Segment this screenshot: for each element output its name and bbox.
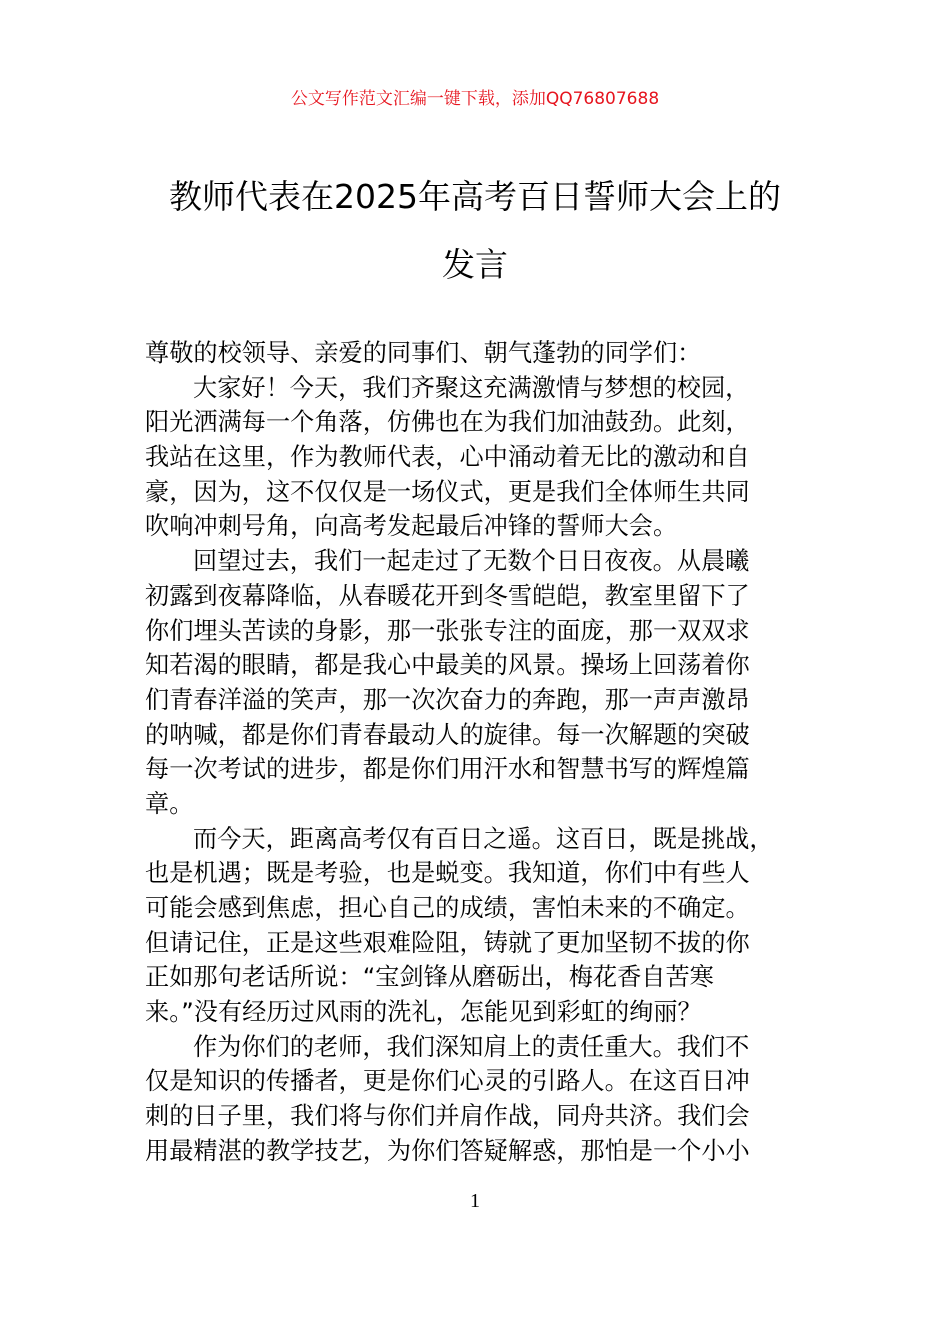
document-body bbox=[145, 336, 835, 1169]
page-number: 1 bbox=[470, 1190, 480, 1212]
body-line: 每一次考试的进步，都是你们用汗水和智慧书写的辉煌篇 bbox=[145, 755, 750, 784]
body-line: 我站在这里，作为教师代表，心中涌动着无比的激动和自 bbox=[145, 443, 750, 472]
download-banner: 公文写作范文汇编一键下载，添加QQ76807688 bbox=[290, 89, 660, 109]
body-line: 可能会感到焦虑，担心自己的成绩，害怕未来的不确定。 bbox=[145, 894, 750, 922]
body-line: 正如那句老话所说：“宝剑锋从磨砺出，梅花香自苦寒 bbox=[145, 963, 714, 992]
body-line: 阳光洒满每一个角落，仿佛也在为我们加油鼓劲。此刻， bbox=[145, 408, 750, 437]
body-line: 也是机遇；既是考验，也是蜕变。我知道，你们中有些人 bbox=[145, 859, 750, 888]
body-line: 来。”没有经历过风雨的洗礼，怎能见到彩虹的绚丽？ bbox=[145, 998, 702, 1027]
body-line: 大家好！今天，我们齐聚这充满激情与梦想的校园， bbox=[193, 373, 750, 402]
document-title-line-1: 教师代表在2025年高考百日誓师大会上的 bbox=[169, 177, 781, 216]
body-line: 尊敬的校领导、亲爱的同事们、朝气蓬勃的同学们： bbox=[145, 339, 702, 367]
document-title-line-2: 发言 bbox=[442, 245, 508, 284]
body-line: 你们埋头苦读的身影，那一张张专注的面庞，那一双双求 bbox=[145, 616, 750, 645]
body-line: 回望过去，我们一起走过了无数个日日夜夜。从晨曦 bbox=[193, 547, 750, 576]
body-line: 章。 bbox=[145, 789, 194, 818]
body-line: 但请记住，正是这些艰难险阻，铸就了更加坚韧不拔的你 bbox=[145, 928, 750, 957]
body-line: 而今天，距离高考仅有百日之遥。这百日，既是挑战， bbox=[193, 824, 774, 853]
body-line: 的呐喊，都是你们青春最动人的旋律。每一次解题的突破 bbox=[145, 720, 750, 749]
body-line: 们青春洋溢的笑声，那一次次奋力的奔跑，那一声声激昂 bbox=[145, 685, 750, 714]
body-line: 吹响冲刺号角，向高考发起最后冲锋的誓师大会。 bbox=[145, 512, 678, 541]
body-line: 刺的日子里，我们将与你们并肩作战，同舟共济。我们会 bbox=[145, 1102, 750, 1131]
body-line: 用最精湛的教学技艺，为你们答疑解惑，那怕是一个小小 bbox=[145, 1136, 750, 1165]
body-line: 知若渴的眼睛，都是我心中最美的风景。操场上回荡着你 bbox=[145, 651, 750, 680]
body-line: 仅是知识的传播者，更是你们心灵的引路人。在这百日冲 bbox=[145, 1067, 750, 1096]
body-line: 豪，因为，这不仅仅是一场仪式，更是我们全体师生共同 bbox=[145, 477, 750, 506]
body-line: 初露到夜幕降临，从春暖花开到冬雪皑皑，教室里留下了 bbox=[145, 581, 750, 610]
body-line: 作为你们的老师，我们深知肩上的责任重大。我们不 bbox=[193, 1032, 750, 1061]
